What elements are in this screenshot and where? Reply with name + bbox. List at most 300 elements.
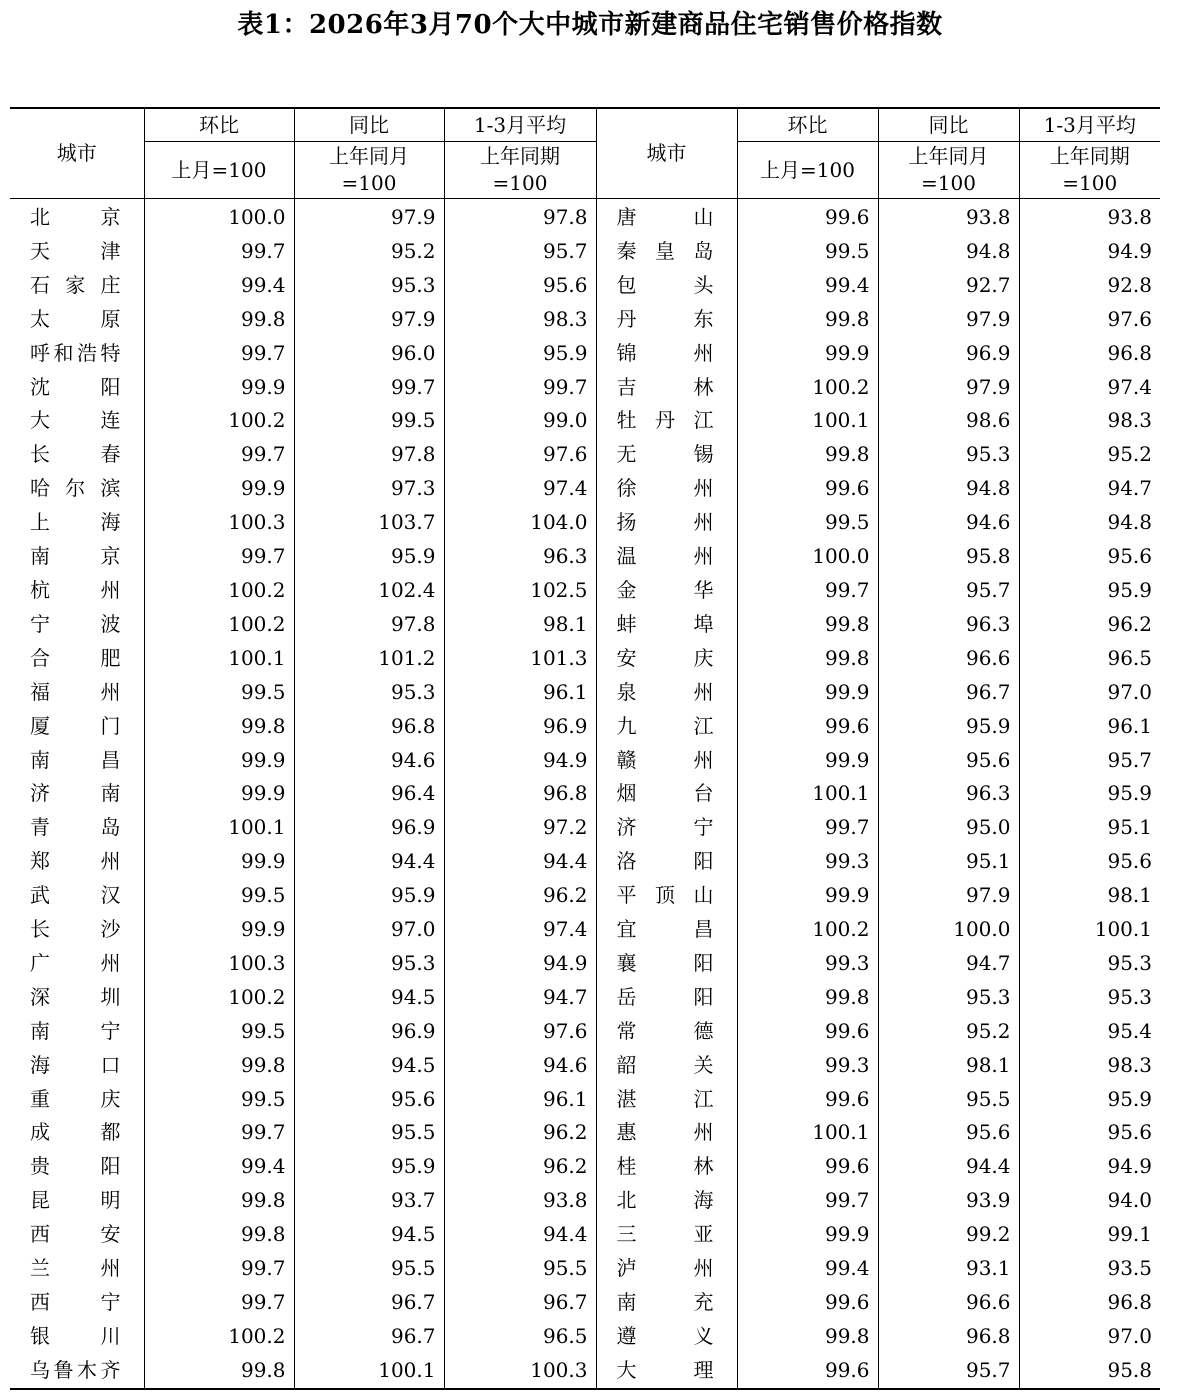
city-name-cell: 宁波 [30,611,122,636]
avg-index-cell: 96.3 [444,540,596,574]
mom-index-cell: 99.7 [737,1184,878,1218]
price-index-table [10,107,1160,1390]
avg-index-cell: 95.6 [1019,1116,1160,1150]
table-row [10,472,1160,506]
table-row [10,199,1160,235]
yoy-index-cell: 96.3 [878,777,1019,811]
city-name-cell: 大连 [30,408,122,433]
mom-index-cell: 99.5 [737,235,878,269]
city-name-cell: 西宁 [30,1290,122,1314]
city-name-cell: 安庆 [596,642,737,676]
city-name-cell: 昆明 [30,1188,122,1213]
mom-index-cell: 100.1 [737,404,878,438]
city-name-cell: 包头 [596,269,737,303]
avg-index-cell: 97.0 [1019,676,1160,710]
city-name-cell: 泸州 [596,1252,737,1286]
mom-index-cell: 100.0 [737,540,878,574]
table-row [10,947,1160,981]
city-name-cell: 哈尔滨 [30,476,122,501]
city-name-cell: 上海 [30,510,122,535]
avg-index-cell: 94.0 [1019,1184,1160,1218]
yoy-index-cell: 96.9 [294,1015,444,1049]
mom-index-cell: 99.6 [737,710,878,744]
avg-index-cell: 96.8 [1019,1286,1160,1320]
city-name-cell: 秦皇岛 [596,235,737,269]
city-name-cell: 九江 [596,710,737,744]
city-name-cell: 平顶山 [596,879,737,913]
avg-index-cell: 95.9 [1019,1083,1160,1117]
avg-index-cell: 95.7 [444,235,596,269]
mom-index-cell: 99.5 [144,676,294,710]
yoy-index-cell: 95.2 [294,235,444,269]
avg-index-cell: 102.5 [444,574,596,608]
yoy-index-cell: 93.7 [294,1184,444,1218]
avg-index-cell: 95.9 [1019,777,1160,811]
mom-index-cell: 100.1 [144,811,294,845]
table-row [10,981,1160,1015]
table-row [10,1015,1160,1049]
header-city: 城市 [596,108,737,199]
city-name-cell: 襄阳 [596,947,737,981]
yoy-index-cell: 95.3 [878,438,1019,472]
avg-index-cell: 94.6 [444,1049,596,1083]
avg-index-cell: 97.0 [1019,1320,1160,1354]
city-name-cell: 无锡 [596,438,737,472]
header-mom-base: 上月=100 [144,142,294,199]
avg-index-cell: 98.3 [1019,404,1160,438]
header-avg: 1-3月平均 [1019,108,1160,142]
city-name-cell: 南昌 [30,747,122,772]
avg-index-cell: 94.9 [444,744,596,778]
yoy-index-cell: 96.8 [294,710,444,744]
mom-index-cell: 99.9 [144,371,294,405]
table-row [10,1252,1160,1286]
mom-index-cell: 99.4 [144,1150,294,1184]
city-name-cell: 赣州 [596,744,737,778]
avg-index-cell: 94.9 [1019,235,1160,269]
mom-index-cell: 100.0 [144,199,294,235]
city-name-cell: 大理 [596,1354,737,1389]
yoy-index-cell: 95.3 [294,947,444,981]
city-name-cell: 长沙 [30,917,122,942]
table-row [10,1116,1160,1150]
yoy-index-cell: 95.2 [878,1015,1019,1049]
avg-index-cell: 96.5 [444,1320,596,1354]
city-name-cell: 重庆 [30,1086,122,1111]
mom-index-cell: 99.8 [144,1184,294,1218]
city-name-cell: 三亚 [596,1218,737,1252]
avg-index-cell: 95.9 [1019,574,1160,608]
city-name-cell: 北海 [596,1184,737,1218]
avg-index-cell: 96.2 [444,1116,596,1150]
yoy-index-cell: 95.7 [878,1354,1019,1389]
table-row [10,540,1160,574]
yoy-index-cell: 92.7 [878,269,1019,303]
mom-index-cell: 99.5 [144,879,294,913]
table-row [10,913,1160,947]
table-row [10,404,1160,438]
city-name-cell: 厦门 [30,713,122,738]
avg-index-cell: 97.4 [444,913,596,947]
mom-index-cell: 100.3 [144,947,294,981]
mom-index-cell: 99.7 [144,235,294,269]
yoy-index-cell: 94.4 [878,1150,1019,1184]
city-name-cell: 济南 [30,781,122,806]
avg-index-cell: 100.1 [1019,913,1160,947]
city-name-cell: 金华 [596,574,737,608]
city-name-cell: 广州 [30,950,122,975]
table-row [10,845,1160,879]
mom-index-cell: 100.1 [144,642,294,676]
table-row [10,1354,1160,1389]
yoy-index-cell: 101.2 [294,642,444,676]
mom-index-cell: 100.3 [144,506,294,540]
mom-index-cell: 99.4 [144,269,294,303]
avg-index-cell: 97.6 [1019,303,1160,337]
yoy-index-cell: 93.8 [878,199,1019,235]
city-name-cell: 韶关 [596,1049,737,1083]
yoy-index-cell: 94.8 [878,235,1019,269]
mom-index-cell: 99.9 [144,777,294,811]
city-name-cell: 武汉 [30,883,122,908]
yoy-index-cell: 97.9 [878,303,1019,337]
avg-index-cell: 96.1 [1019,710,1160,744]
yoy-index-cell: 95.0 [878,811,1019,845]
city-name-cell: 南宁 [30,1018,122,1043]
avg-index-cell: 96.2 [1019,608,1160,642]
table-row [10,1286,1160,1320]
avg-index-cell: 95.7 [1019,744,1160,778]
city-name-cell: 海口 [30,1052,122,1077]
avg-index-cell: 96.7 [444,1286,596,1320]
table-row [10,642,1160,676]
yoy-index-cell: 93.9 [878,1184,1019,1218]
mom-index-cell: 99.5 [144,1015,294,1049]
city-name-cell: 岳阳 [596,981,737,1015]
yoy-index-cell: 94.6 [294,744,444,778]
avg-index-cell: 97.4 [444,472,596,506]
avg-index-cell: 95.1 [1019,811,1160,845]
mom-index-cell: 99.6 [737,1150,878,1184]
mom-index-cell: 99.6 [737,1354,878,1389]
city-name-cell: 牡丹江 [596,404,737,438]
table-row [10,574,1160,608]
mom-index-cell: 99.6 [737,472,878,506]
avg-index-cell: 96.5 [1019,642,1160,676]
yoy-index-cell: 97.9 [878,371,1019,405]
city-name-cell: 济宁 [596,811,737,845]
yoy-index-cell: 99.5 [294,404,444,438]
mom-index-cell: 100.2 [144,1320,294,1354]
mom-index-cell: 99.7 [737,811,878,845]
table-row [10,777,1160,811]
yoy-index-cell: 95.1 [878,845,1019,879]
mom-index-cell: 99.8 [737,303,878,337]
yoy-index-cell: 97.0 [294,913,444,947]
yoy-index-cell: 96.0 [294,337,444,371]
mom-index-cell: 100.1 [737,1116,878,1150]
city-name-cell: 呼和浩特 [30,340,122,365]
header-mom: 环比 [737,108,878,142]
avg-index-cell: 93.5 [1019,1252,1160,1286]
avg-index-cell: 95.6 [1019,540,1160,574]
header-mom-base: 上月=100 [737,142,878,199]
mom-index-cell: 100.1 [737,777,878,811]
city-name-cell: 石家庄 [30,272,122,297]
table-row [10,438,1160,472]
mom-index-cell: 99.8 [144,303,294,337]
yoy-index-cell: 95.3 [878,981,1019,1015]
city-name-cell: 太原 [30,306,122,331]
mom-index-cell: 99.8 [737,1320,878,1354]
mom-index-cell: 99.9 [144,913,294,947]
avg-index-cell: 96.1 [444,1083,596,1117]
city-name-cell: 杭州 [30,577,122,602]
avg-index-cell: 94.7 [1019,472,1160,506]
city-name-cell: 银川 [30,1323,122,1348]
yoy-index-cell: 96.7 [294,1320,444,1354]
city-name-cell: 天津 [30,238,122,263]
mom-index-cell: 99.8 [737,608,878,642]
mom-index-cell: 99.6 [737,1286,878,1320]
city-name-cell: 温州 [596,540,737,574]
avg-index-cell: 97.6 [444,1015,596,1049]
yoy-index-cell: 94.5 [294,981,444,1015]
avg-index-cell: 94.4 [444,1218,596,1252]
mom-index-cell: 100.2 [144,981,294,1015]
header-avg-base: 上年同期 =100 [444,142,596,199]
avg-index-cell: 97.8 [444,199,596,235]
mom-index-cell: 99.7 [144,1116,294,1150]
city-name-cell: 成都 [30,1120,122,1145]
table-body [10,199,1160,1389]
header-yoy: 同比 [878,108,1019,142]
yoy-index-cell: 97.9 [294,303,444,337]
avg-index-cell: 96.1 [444,676,596,710]
yoy-index-cell: 98.1 [878,1049,1019,1083]
avg-index-cell: 95.2 [1019,438,1160,472]
city-name-cell: 深圳 [30,984,122,1009]
yoy-index-cell: 97.8 [294,438,444,472]
mom-index-cell: 99.8 [737,642,878,676]
mom-index-cell: 100.2 [144,404,294,438]
mom-index-cell: 99.8 [737,981,878,1015]
header-avg: 1-3月平均 [444,108,596,142]
header-city: 城市 [10,108,144,199]
yoy-index-cell: 94.5 [294,1049,444,1083]
mom-index-cell: 99.9 [144,744,294,778]
avg-index-cell: 93.8 [1019,199,1160,235]
table-row [10,1083,1160,1117]
yoy-index-cell: 95.6 [878,1116,1019,1150]
mom-index-cell: 99.9 [144,472,294,506]
avg-index-cell: 95.3 [1019,947,1160,981]
avg-index-cell: 95.4 [1019,1015,1160,1049]
table-row [10,371,1160,405]
yoy-index-cell: 96.4 [294,777,444,811]
city-name-cell: 长春 [30,442,122,467]
city-name-cell: 锦州 [596,337,737,371]
header-yoy-base: 上年同月 =100 [294,142,444,199]
yoy-index-cell: 96.9 [878,337,1019,371]
mom-index-cell: 99.9 [737,676,878,710]
city-name-cell: 合肥 [30,645,122,670]
header-yoy: 同比 [294,108,444,142]
header-mom: 环比 [144,108,294,142]
yoy-index-cell: 96.7 [878,676,1019,710]
table-row [10,1049,1160,1083]
avg-index-cell: 98.3 [1019,1049,1160,1083]
mom-index-cell: 99.9 [737,879,878,913]
mom-index-cell: 99.5 [144,1083,294,1117]
avg-index-cell: 99.7 [444,371,596,405]
yoy-index-cell: 95.7 [878,574,1019,608]
yoy-index-cell: 95.9 [294,1150,444,1184]
header-yoy-base: 上年同月 =100 [878,142,1019,199]
yoy-index-cell: 95.5 [294,1252,444,1286]
avg-index-cell: 97.2 [444,811,596,845]
city-name-cell: 青岛 [30,815,122,840]
table-row [10,235,1160,269]
mom-index-cell: 99.7 [144,438,294,472]
city-name-cell: 西安 [30,1222,122,1247]
city-name-cell: 南京 [30,544,122,569]
avg-index-cell: 93.8 [444,1184,596,1218]
mom-index-cell: 99.6 [737,199,878,235]
yoy-index-cell: 97.9 [294,199,444,235]
avg-index-cell: 94.7 [444,981,596,1015]
yoy-index-cell: 96.7 [294,1286,444,1320]
yoy-index-cell: 99.7 [294,371,444,405]
avg-index-cell: 104.0 [444,506,596,540]
city-name-cell: 沈阳 [30,374,122,399]
avg-index-cell: 95.6 [444,269,596,303]
table-row [10,1150,1160,1184]
mom-index-cell: 99.6 [737,1015,878,1049]
yoy-index-cell: 95.3 [294,269,444,303]
avg-index-cell: 96.9 [444,710,596,744]
city-name-cell: 宜昌 [596,913,737,947]
mom-index-cell: 99.5 [737,506,878,540]
city-name-cell: 常德 [596,1015,737,1049]
mom-index-cell: 99.3 [737,1049,878,1083]
yoy-index-cell: 98.6 [878,404,1019,438]
table-row [10,269,1160,303]
mom-index-cell: 99.7 [144,540,294,574]
city-name-cell: 兰州 [30,1256,122,1281]
mom-index-cell: 99.9 [737,337,878,371]
yoy-index-cell: 94.7 [878,947,1019,981]
table-row [10,506,1160,540]
city-name-cell: 徐州 [596,472,737,506]
yoy-index-cell: 95.9 [878,710,1019,744]
table-row [10,1184,1160,1218]
city-name-cell: 丹东 [596,303,737,337]
mom-index-cell: 99.8 [144,1218,294,1252]
city-name-cell: 吉林 [596,371,737,405]
table-row [10,337,1160,371]
city-name-cell: 桂林 [596,1150,737,1184]
city-name-cell: 唐山 [596,199,737,235]
mom-index-cell: 99.8 [144,1354,294,1389]
header-avg-base: 上年同期 =100 [1019,142,1160,199]
avg-index-cell: 95.9 [444,337,596,371]
avg-index-cell: 96.2 [444,879,596,913]
yoy-index-cell: 94.8 [878,472,1019,506]
mom-index-cell: 99.9 [737,1218,878,1252]
mom-index-cell: 100.2 [737,371,878,405]
yoy-index-cell: 97.8 [294,608,444,642]
yoy-index-cell: 96.8 [878,1320,1019,1354]
city-name-cell: 扬州 [596,506,737,540]
table-row [10,608,1160,642]
mom-index-cell: 99.3 [737,845,878,879]
avg-index-cell: 95.8 [1019,1354,1160,1389]
yoy-index-cell: 97.3 [294,472,444,506]
table-row [10,811,1160,845]
avg-index-cell: 99.0 [444,404,596,438]
avg-index-cell: 100.3 [444,1354,596,1389]
mom-index-cell: 99.4 [737,1252,878,1286]
yoy-index-cell: 96.9 [294,811,444,845]
avg-index-cell: 92.8 [1019,269,1160,303]
yoy-index-cell: 95.9 [294,879,444,913]
avg-index-cell: 94.9 [1019,1150,1160,1184]
mom-index-cell: 99.9 [144,845,294,879]
avg-index-cell: 95.3 [1019,981,1160,1015]
mom-index-cell: 99.8 [144,710,294,744]
mom-index-cell: 100.2 [144,608,294,642]
city-name-cell: 烟台 [596,777,737,811]
yoy-index-cell: 94.4 [294,845,444,879]
city-name-cell: 乌鲁木齐 [10,1354,144,1389]
yoy-index-cell: 93.1 [878,1252,1019,1286]
mom-index-cell: 99.9 [737,744,878,778]
table-row [10,1218,1160,1252]
table-row [10,744,1160,778]
mom-index-cell: 99.8 [144,1049,294,1083]
mom-index-cell: 100.2 [737,913,878,947]
city-name-cell: 南充 [596,1286,737,1320]
yoy-index-cell: 95.5 [878,1083,1019,1117]
yoy-index-cell: 94.6 [878,506,1019,540]
city-name-cell: 福州 [30,679,122,704]
yoy-index-cell: 99.2 [878,1218,1019,1252]
mom-index-cell: 99.7 [144,337,294,371]
table-row [10,676,1160,710]
table-row [10,879,1160,913]
yoy-index-cell: 100.0 [878,913,1019,947]
avg-index-cell: 96.8 [1019,337,1160,371]
yoy-index-cell: 96.6 [878,642,1019,676]
mom-index-cell: 99.4 [737,269,878,303]
table-row [10,710,1160,744]
city-name-cell: 泉州 [596,676,737,710]
avg-index-cell: 98.1 [1019,879,1160,913]
yoy-index-cell: 95.8 [878,540,1019,574]
mom-index-cell: 99.6 [737,1083,878,1117]
avg-index-cell: 95.5 [444,1252,596,1286]
yoy-index-cell: 103.7 [294,506,444,540]
yoy-index-cell: 94.5 [294,1218,444,1252]
avg-index-cell: 96.2 [444,1150,596,1184]
city-name-cell: 湛江 [596,1083,737,1117]
city-name-cell: 贵阳 [30,1154,122,1179]
avg-index-cell: 94.9 [444,947,596,981]
city-name-cell: 洛阳 [596,845,737,879]
city-name-cell: 蚌埠 [596,608,737,642]
yoy-index-cell: 95.3 [294,676,444,710]
